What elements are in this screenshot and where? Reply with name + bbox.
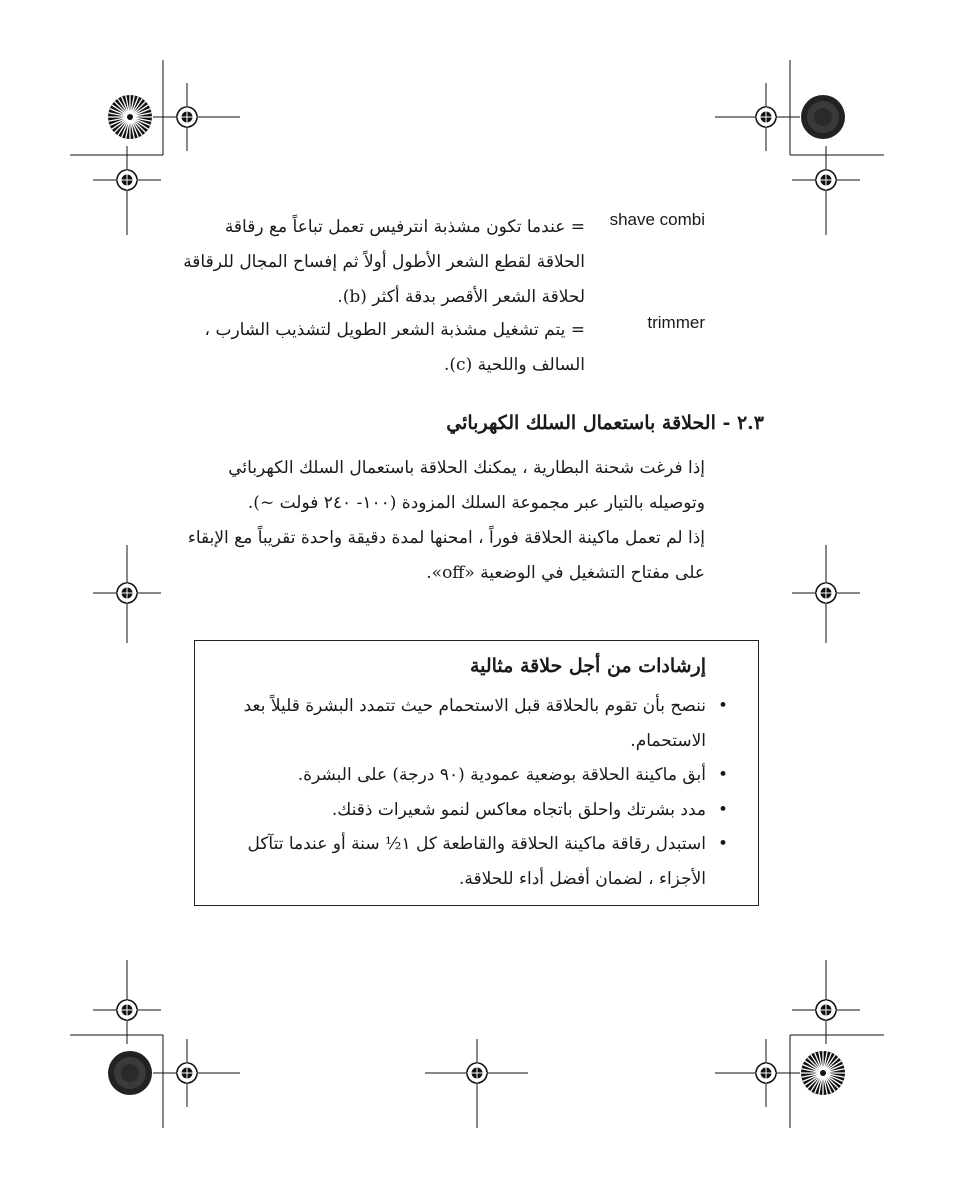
mode-description: = يتم تشغيل مشذبة الشعر الطويل لتشذيب الشارب ، السالف واللحية (c). xyxy=(204,320,585,375)
list-item: • ننصح بأن تقوم بالحلاقة قبل الاستحمام حيث تتمدد البشرة قليلاً بعد الاستحمام. xyxy=(208,689,728,758)
tips-box xyxy=(194,640,759,906)
mode-key: shave combi xyxy=(609,210,705,229)
bullet: • xyxy=(717,834,728,854)
list-item: • مدد بشرتك واحلق باتجاه معاكس لنمو شعيرات ذقنك. xyxy=(208,793,728,828)
list-item: • استبدل رقاقة ماكينة الحلاقة والقاطعة كل ١½ سنة أو عندما تتآكل الأجزاء ، لضمان أفضل أداء للحلاقة. xyxy=(208,827,728,896)
bullet: • xyxy=(717,765,728,785)
bullet: • xyxy=(717,696,728,716)
mode-key: trimmer xyxy=(647,313,705,332)
mode-description: = عندما تكون مشذبة انترفيس تعمل تباعاً مع رقاقة الحلاقة لقطع الشعر الأطول أولاً ثم إفساح المجال للرقاقة لحلاقة الشعر الأقصر بدقة أكثر (b). xyxy=(183,217,585,307)
tips-box-title: إرشادات من أجل حلاقة مثالية xyxy=(469,655,706,677)
list-item: • أبق ماكينة الحلاقة بوضعية عمودية (٩٠ درجة) على البشرة. xyxy=(208,758,728,793)
bullet: • xyxy=(717,799,728,820)
section-paragraph-2: إذا لم تعمل ماكينة الحلاقة فوراً ، امحنها لمدة دقيقة واحدة تقريباً مع الإبقاء على مفتاح التشغيل في الوضعية «off». xyxy=(187,528,705,583)
section-title: ٢.٣ - الحلاقة باستعمال السلك الكهربائي xyxy=(446,412,764,434)
section-paragraph-1: إذا فرغت شحنة البطارية ، يمكنك الحلاقة باستعمال السلك الكهربائي وتوصيله بالتيار عبر مجموعة السلك المزودة (١٠٠- ٢٤٠ فولت ~). xyxy=(228,458,705,513)
tips-list xyxy=(208,689,728,896)
